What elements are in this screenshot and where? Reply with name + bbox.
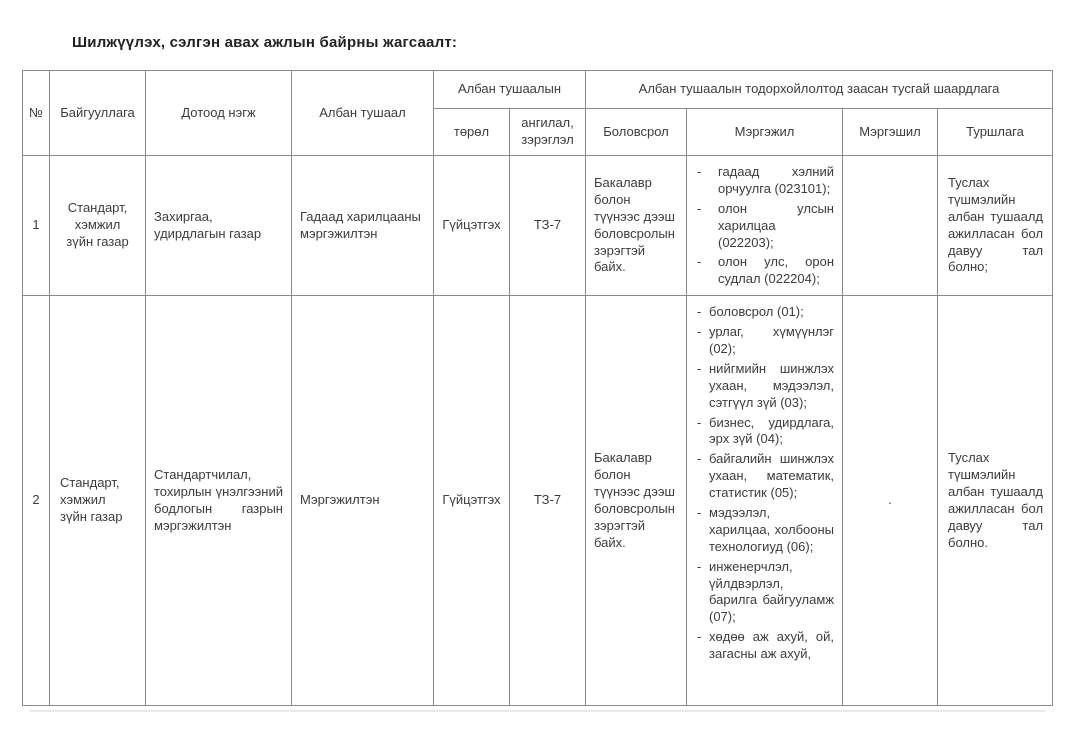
header-organization: Байгууллага xyxy=(50,71,146,156)
header-requirements-group: Албан тушаалын тодорхойлолтод заасан тусгай шаардлага xyxy=(586,71,1053,109)
header-specialization: Мэргэшил xyxy=(843,109,938,156)
cell-organization: Стандарт, хэмжил зүйн газар xyxy=(50,156,146,296)
cell-education: Бакалавр болон түүнээс дээш боловсролын зэрэгтэй байх. xyxy=(586,156,687,296)
profession-item-text: байгалийн шинжлэх ухаан, математик, статистик (05); xyxy=(709,451,834,501)
dash-marker: - xyxy=(697,164,702,179)
profession-item-text: инженерчлэл, үйлдвэрлэл, барилга байгууламж (07); xyxy=(709,558,834,625)
profession-item xyxy=(697,629,834,663)
cell-internal-unit: Захиргаа, удирдлагын газар xyxy=(146,156,292,296)
profession-item xyxy=(697,361,834,412)
profession-item xyxy=(697,415,834,449)
cell-position: Мэргэжилтэн xyxy=(292,296,434,706)
table-container xyxy=(22,70,1053,706)
header-type: төрөл xyxy=(434,109,510,156)
cell-num: 1 xyxy=(23,156,50,296)
dash-marker: - xyxy=(697,200,702,216)
cell-specialization: . xyxy=(843,296,938,706)
dash-marker: - xyxy=(697,254,702,270)
header-position: Албан тушаал xyxy=(292,71,434,156)
profession-item xyxy=(697,164,834,198)
header-internal-unit: Дотоод нэгж xyxy=(146,71,292,156)
header-profession: Мэргэжил xyxy=(687,109,843,156)
table-row xyxy=(23,296,1053,706)
profession-item-text: бизнес, удирдлага, эрх зүй (04); xyxy=(709,414,834,447)
table-row xyxy=(23,156,1053,296)
profession-item-text: урлаг, хүмүүнлэг (02); xyxy=(709,324,834,357)
dash-marker: - xyxy=(697,324,702,340)
dash-marker: - xyxy=(697,414,702,430)
profession-item xyxy=(697,559,834,627)
profession-item xyxy=(697,505,834,556)
profession-item-text: гадаад хэлний орчуулга (023101); xyxy=(718,164,834,196)
header-education: Боловсрол xyxy=(586,109,687,156)
cell-experience: Туслах түшмэлийн албан тушаалд ажилласан бол давуу тал болно; xyxy=(938,156,1053,296)
header-row-top xyxy=(23,71,1053,109)
dash-marker: - xyxy=(697,451,702,467)
header-position-group: Албан тушаалын xyxy=(434,71,586,109)
dash-marker: - xyxy=(697,629,702,645)
cell-organization: Стандарт, хэмжил зүйн газар xyxy=(50,296,146,706)
dash-marker: - xyxy=(697,304,702,320)
dash-marker: - xyxy=(697,360,702,376)
dash-marker: - xyxy=(697,558,702,574)
job-positions-table xyxy=(22,70,1053,706)
profession-item xyxy=(697,254,834,288)
cell-position: Гадаад харилцааны мэргэжилтэн xyxy=(292,156,434,296)
cell-grade: ТЗ-7 xyxy=(510,156,586,296)
profession-item xyxy=(697,324,834,358)
profession-item xyxy=(697,201,834,252)
cell-num: 2 xyxy=(23,296,50,706)
profession-item xyxy=(697,304,834,321)
profession-item-text: мэдээлэл, харилцаа, холбооны технологиуд (06); xyxy=(709,505,834,554)
profession-list xyxy=(697,164,834,288)
cell-type: Гүйцэтгэх xyxy=(434,156,510,296)
cell-profession xyxy=(687,156,843,296)
cell-profession xyxy=(687,296,843,706)
profession-item-text: боловсрол (01); xyxy=(709,304,804,320)
header-grade: ангилал, зэрэглэл xyxy=(510,109,586,156)
cell-grade: ТЗ-7 xyxy=(510,296,586,706)
profession-item-text: нийгмийн шинжлэх ухаан, мэдээлэл, сэтгүүл зүй (03); xyxy=(709,360,834,410)
profession-list xyxy=(697,304,834,663)
header-num: № xyxy=(23,71,50,156)
profession-item-text: хөдөө аж ахуй, ой, загасны аж ахуй, xyxy=(709,629,834,662)
page-scan-shadow xyxy=(30,710,1046,712)
cell-education: Бакалавр болон түүнээс дээш боловсролын зэрэгтэй байх. xyxy=(586,296,687,706)
profession-item xyxy=(697,451,834,502)
cell-experience: Туслах түшмэлийн албан тушаалд ажилласан бол давуу тал болно. xyxy=(938,296,1053,706)
cell-internal-unit: Стандартчилал, тохирлын үнэлгээний бодлогын газрын мэргэжилтэн xyxy=(146,296,292,706)
cell-specialization xyxy=(843,156,938,296)
page-title: Шилжүүлэх, сэлгэн авах ажлын байрны жагсаалт: xyxy=(72,34,458,51)
profession-item-text: олон улсын харилцаа (022203); xyxy=(718,200,834,250)
cell-type: Гүйцэтгэх xyxy=(434,296,510,706)
profession-item-text: олон улс, орон судлал (022204); xyxy=(718,254,834,287)
dash-marker: - xyxy=(697,505,702,521)
header-experience: Туршлага xyxy=(938,109,1053,156)
